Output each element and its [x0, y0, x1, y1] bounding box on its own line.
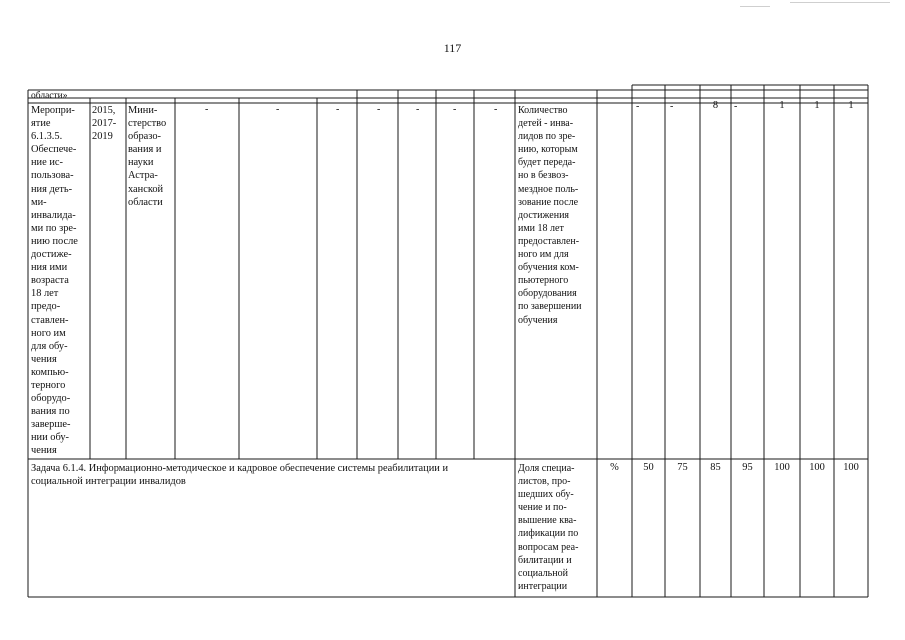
funding-dash-5: - [416, 104, 420, 115]
measure-name: Меропри- ятие 6.1.3.5. Обеспече- ние ис- пользова- ния деть- ми- инвалида- ми по зре- нию после достиже- ния ими возраста 18 лет предо- ставлен- ного им для обу- чения компью- терного оборудо- вания по заверше- нии обу- чения [31, 105, 78, 457]
measure-indicator: Количество детей - инва- лидов по зре- нию, которым будет переда- но в безвоз- мездное поль- зование после достижения ими 18 лет предоставлен- ного им для обучения ком- пьютерного оборудования по завершении обучения [518, 105, 582, 326]
funding-dash-7: - [494, 104, 498, 115]
task-value-4: 95 [742, 462, 753, 473]
task-value-6: 100 [809, 462, 825, 473]
measure-value-2: 8 [712, 100, 719, 111]
funding-dash-4: - [377, 104, 381, 115]
funding-dash-2: - [276, 104, 280, 115]
measure-unit: - [636, 101, 640, 112]
funding-dash-6: - [453, 104, 457, 115]
header-continuation-label: области» [31, 91, 68, 101]
scan-artifact-top-right-2 [740, 6, 770, 7]
task-value-1: 50 [643, 462, 654, 473]
task-indicator: Доля специа- листов, про- шедших обу- чение и по- вышение ква- лификации по вопросам реа- билитации и социальной интеграции [518, 463, 579, 592]
measure-value-1: - [670, 101, 674, 112]
measure-period: 2015, 2017- 2019 [92, 105, 117, 143]
task-value-5: 100 [774, 462, 790, 473]
task-value-3: 85 [710, 462, 721, 473]
funding-dash-3: - [336, 104, 340, 115]
measure-executor: Мини- стерство образо- вания и науки Астра- ханской области [128, 105, 167, 208]
scan-artifact-top-right [790, 2, 890, 3]
task-value-2: 75 [677, 462, 688, 473]
measure-value-3: - [734, 101, 738, 112]
page-number: 117 [443, 41, 462, 55]
task-title: Задача 6.1.4. Информационно-методическое и кадровое обеспечение системы реабилитации и социальной интеграции инвалидов [31, 463, 449, 488]
measure-value-6: 1 [848, 100, 854, 111]
task-unit: % [610, 462, 619, 473]
funding-dash-1: - [205, 104, 209, 115]
task-value-7: 100 [843, 462, 859, 473]
measure-value-4: 1 [779, 100, 785, 111]
measure-value-5: 1 [814, 100, 820, 111]
